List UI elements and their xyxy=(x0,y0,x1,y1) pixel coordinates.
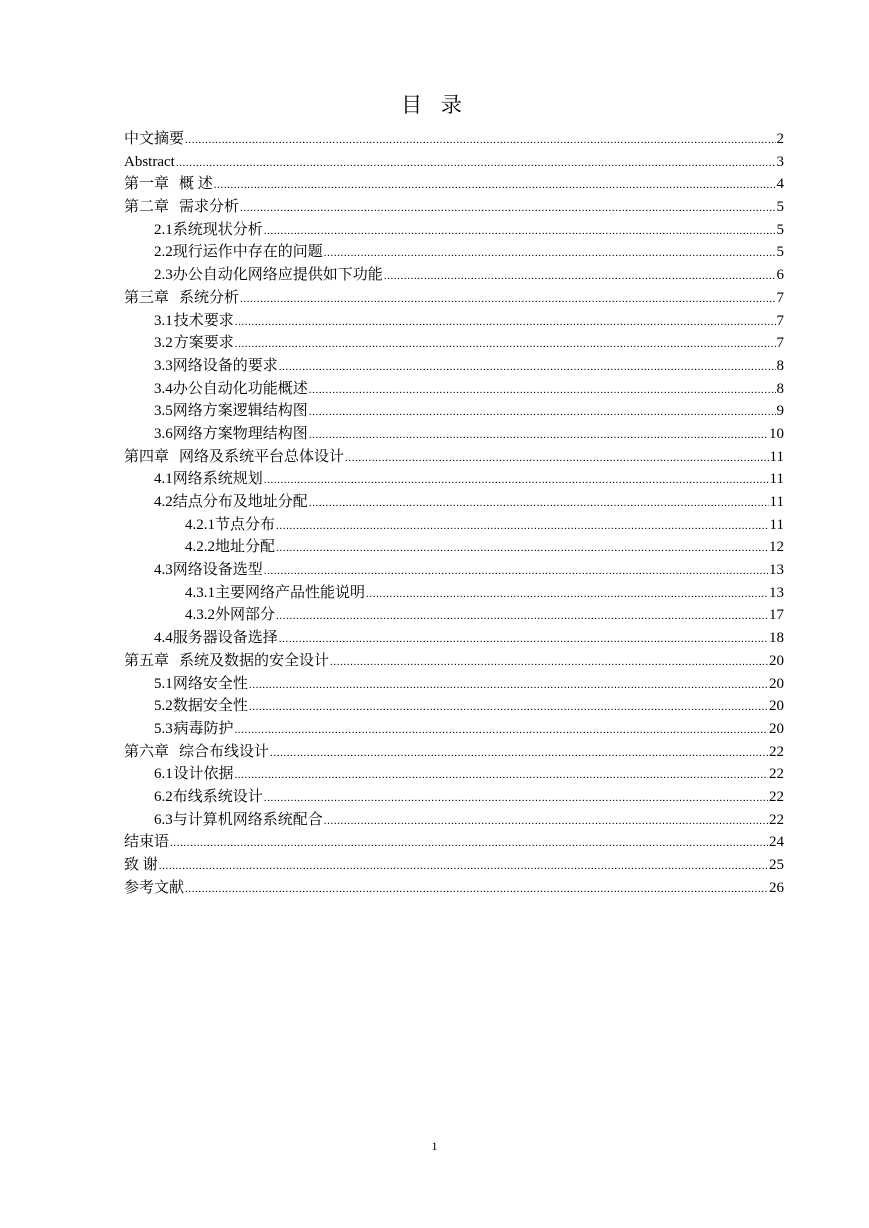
toc-entry-label: 病毒防护 xyxy=(173,720,234,737)
toc-entry-label: 设计依据 xyxy=(173,766,234,783)
toc-entry-page: 8 xyxy=(776,357,784,374)
dot-leader xyxy=(264,560,768,583)
dot-leader xyxy=(249,696,768,719)
toc-entry-number: 第三章 xyxy=(124,289,170,306)
toc-entry[interactable] xyxy=(124,128,784,151)
toc-entry[interactable] xyxy=(124,627,784,650)
toc-entry-page: 11 xyxy=(769,516,784,533)
toc-entry-number: 5.1 xyxy=(154,675,173,692)
toc-entry-page: 11 xyxy=(769,448,784,465)
toc-entry-label: 系统分析 xyxy=(179,289,240,306)
dot-leader xyxy=(234,719,768,742)
toc-entry-label: 网络系统规划 xyxy=(172,471,263,488)
dot-leader xyxy=(264,469,769,492)
toc-entry-number: 5.2 xyxy=(154,698,173,715)
toc-entry[interactable] xyxy=(124,196,784,219)
toc-entry-page: 10 xyxy=(769,425,784,442)
toc-entry[interactable] xyxy=(124,582,784,605)
toc-entry[interactable] xyxy=(124,854,784,877)
toc-entry-number: 2.1 xyxy=(154,221,173,238)
toc-entry[interactable] xyxy=(124,423,784,446)
toc-entry[interactable] xyxy=(124,809,784,832)
toc-entry-number: 4.3 xyxy=(154,562,173,579)
toc-entry-label: 系统现状分析 xyxy=(172,221,263,238)
toc-entry-number: 3.2 xyxy=(154,335,173,352)
dot-leader xyxy=(276,515,769,538)
toc-entry-label: 综合布线设计 xyxy=(179,743,270,760)
toc-entry[interactable] xyxy=(124,604,784,627)
toc-entry-number: 6.3 xyxy=(154,811,173,828)
toc-entry-label: 技术要求 xyxy=(173,312,234,329)
toc-entry-number: 2.2 xyxy=(154,244,173,261)
toc-entry-label: 结束语 xyxy=(124,834,170,851)
dot-leader xyxy=(330,651,768,674)
toc-entry[interactable] xyxy=(124,650,784,673)
toc-entry[interactable] xyxy=(124,241,784,264)
dot-leader xyxy=(170,832,768,855)
toc-entry-label: 节点分布 xyxy=(215,516,276,533)
toc-entry-page: 11 xyxy=(769,471,784,488)
toc-entry-page: 22 xyxy=(769,766,784,783)
toc-entry-label: 需求分析 xyxy=(179,199,240,216)
toc-entry-label: 方案要求 xyxy=(173,335,234,352)
toc-entry[interactable] xyxy=(124,468,784,491)
dot-leader xyxy=(214,174,776,197)
toc-entry-number: 4.2.2 xyxy=(185,539,215,556)
toc-entry-page: 18 xyxy=(769,630,784,647)
toc-entry-page: 20 xyxy=(769,675,784,692)
dot-leader xyxy=(234,764,768,787)
toc-entry[interactable] xyxy=(124,536,784,559)
toc-entry-page: 24 xyxy=(769,834,784,851)
toc-entry-number: 6.2 xyxy=(154,788,173,805)
toc-entry-number: 6.1 xyxy=(154,766,173,783)
toc-entry-number: 4.3.1 xyxy=(185,584,215,601)
toc-entry-number: 4.2.1 xyxy=(185,516,215,533)
toc-entry-label: 网络及系统平台总体设计 xyxy=(179,448,345,465)
toc-entry-label: 现行运作中存在的问题 xyxy=(172,244,323,261)
toc-entry-page: 20 xyxy=(769,720,784,737)
toc-entry-page: 3 xyxy=(776,153,784,170)
dot-leader xyxy=(345,447,769,470)
toc-entry-number: 第一章 xyxy=(124,176,170,193)
dot-leader xyxy=(264,787,768,810)
toc-entry-page: 7 xyxy=(776,289,784,306)
toc-entry[interactable] xyxy=(124,355,784,378)
toc-entry-page: 6 xyxy=(776,267,784,284)
toc-entry[interactable] xyxy=(124,695,784,718)
toc-entry-label: 网络方案物理结构图 xyxy=(172,425,308,442)
toc-entry-number: 第四章 xyxy=(124,448,170,465)
dot-leader xyxy=(176,152,776,175)
dot-leader xyxy=(270,742,768,765)
toc-entry-page: 7 xyxy=(776,312,784,329)
dot-leader xyxy=(249,674,768,697)
toc-entry-number: 第二章 xyxy=(124,199,170,216)
toc-entry-page: 9 xyxy=(776,403,784,420)
dot-leader xyxy=(309,401,776,424)
toc-entry[interactable] xyxy=(124,446,784,469)
dot-leader xyxy=(240,288,775,311)
toc-entry-page: 20 xyxy=(769,652,784,669)
toc-entry-label: 办公自动化功能概述 xyxy=(172,380,308,397)
toc-entry[interactable] xyxy=(124,491,784,514)
dot-leader xyxy=(240,197,775,220)
toc-entry-label: 与计算机网络系统配合 xyxy=(172,811,323,828)
toc-entry[interactable] xyxy=(124,877,784,900)
dot-leader xyxy=(324,810,768,833)
toc-entry-label: 网络安全性 xyxy=(172,675,248,692)
toc-entry-page: 5 xyxy=(776,244,784,261)
toc-entry[interactable] xyxy=(124,763,784,786)
toc-entry-page: 17 xyxy=(769,607,784,624)
dot-leader xyxy=(384,265,776,288)
toc-entry-page: 8 xyxy=(776,380,784,397)
toc-entry-label: 地址分配 xyxy=(215,539,276,556)
toc-entry-page: 7 xyxy=(776,335,784,352)
toc-entry-page: 13 xyxy=(769,562,784,579)
toc-entry-page: 22 xyxy=(769,743,784,760)
toc-entry-label: 网络设备的要求 xyxy=(172,357,278,374)
table-of-contents xyxy=(124,128,784,899)
toc-entry-page: 5 xyxy=(776,199,784,216)
dot-leader xyxy=(309,379,776,402)
dot-leader xyxy=(185,129,775,152)
toc-entry-number: 3.6 xyxy=(154,425,173,442)
toc-entry-label: 服务器设备选择 xyxy=(172,630,278,647)
toc-entry-page: 11 xyxy=(769,494,784,510)
dot-leader xyxy=(235,311,776,334)
toc-entry-label: 中文摘要 xyxy=(124,131,185,147)
toc-entry[interactable] xyxy=(124,718,784,741)
dot-leader xyxy=(159,855,768,878)
toc-entry-number: 4.2 xyxy=(154,494,173,510)
dot-leader xyxy=(235,333,776,356)
toc-entry-page: 12 xyxy=(769,539,784,556)
toc-entry-page: 20 xyxy=(769,698,784,715)
toc-entry-label: Abstract xyxy=(124,153,175,170)
toc-entry[interactable] xyxy=(124,219,784,242)
toc-entry[interactable] xyxy=(124,173,784,196)
dot-leader xyxy=(185,878,768,901)
toc-entry-label: 结点分布及地址分配 xyxy=(172,494,308,510)
toc-entry-number: 3.4 xyxy=(154,380,173,397)
dot-leader xyxy=(324,242,776,265)
toc-entry[interactable] xyxy=(124,559,784,582)
toc-entry-label: 致 谢 xyxy=(124,857,158,873)
toc-entry[interactable] xyxy=(124,831,784,854)
dot-leader xyxy=(279,628,768,651)
dot-leader xyxy=(276,537,768,560)
toc-entry-label: 外网部分 xyxy=(215,607,276,624)
toc-entry-label: 网络设备选型 xyxy=(172,562,263,579)
toc-entry[interactable] xyxy=(124,786,784,809)
dot-leader xyxy=(366,583,768,606)
dot-leader xyxy=(309,424,768,447)
dot-leader xyxy=(279,356,776,379)
toc-entry-number: 第六章 xyxy=(124,743,170,760)
toc-entry-page: 4 xyxy=(776,176,784,193)
toc-entry-number: 5.3 xyxy=(154,720,173,737)
toc-entry-label: 办公自动化网络应提供如下功能 xyxy=(172,267,383,284)
toc-entry-number: 第五章 xyxy=(124,652,170,669)
toc-entry-page: 26 xyxy=(769,879,784,896)
toc-entry[interactable] xyxy=(124,514,784,537)
toc-entry-page: 2 xyxy=(776,131,784,147)
toc-entry[interactable] xyxy=(124,741,784,764)
toc-entry-label: 系统及数据的安全设计 xyxy=(179,652,330,669)
dot-leader xyxy=(309,492,769,515)
toc-entry-label: 数据安全性 xyxy=(172,698,248,715)
toc-entry[interactable] xyxy=(124,151,784,174)
toc-entry-page: 13 xyxy=(769,584,784,601)
toc-entry[interactable] xyxy=(124,400,784,423)
toc-entry-number: 4.1 xyxy=(154,471,173,488)
toc-entry[interactable] xyxy=(124,287,784,310)
toc-entry-page: 22 xyxy=(769,811,784,828)
toc-entry-number: 2.3 xyxy=(154,267,173,284)
toc-entry-label: 主要网络产品性能说明 xyxy=(215,584,366,601)
dot-leader xyxy=(264,220,776,243)
toc-entry[interactable] xyxy=(124,264,784,287)
toc-entry-page: 25 xyxy=(769,857,784,873)
dot-leader xyxy=(276,605,768,628)
toc-entry-label: 参考文献 xyxy=(124,879,185,896)
toc-entry-label: 网络方案逻辑结构图 xyxy=(172,403,308,420)
toc-entry-page: 22 xyxy=(769,788,784,805)
page-title: 目 录 xyxy=(401,93,468,117)
toc-entry[interactable] xyxy=(124,310,784,333)
toc-entry-number: 4.3.2 xyxy=(185,607,215,624)
toc-entry-number: 3.3 xyxy=(154,357,173,374)
toc-entry-number: 3.5 xyxy=(154,403,173,420)
toc-entry[interactable] xyxy=(124,378,784,401)
toc-entry-label: 概 述 xyxy=(179,176,213,193)
toc-entry-label: 布线系统设计 xyxy=(172,788,263,805)
toc-entry[interactable] xyxy=(124,332,784,355)
toc-entry-page: 5 xyxy=(776,221,784,238)
toc-entry-number: 3.1 xyxy=(154,312,173,329)
toc-entry[interactable] xyxy=(124,673,784,696)
page-number: 1 xyxy=(431,1139,438,1153)
toc-entry-number: 4.4 xyxy=(154,630,173,647)
